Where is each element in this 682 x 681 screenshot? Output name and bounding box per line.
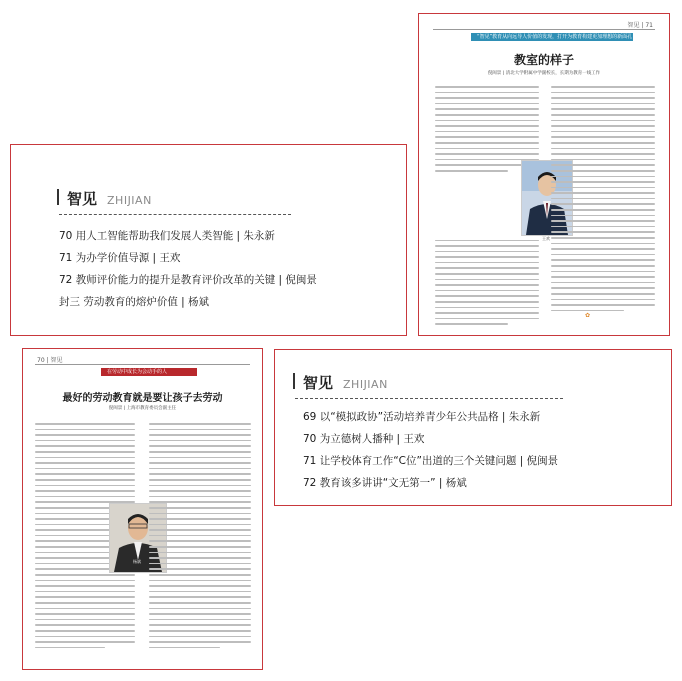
toc-card-1 <box>10 144 407 336</box>
article-byline: 倪闽景 | 上海市教育委员会副主任 <box>108 406 177 411</box>
toc-subtitle: ZHIJIAN <box>343 378 388 391</box>
header-rule <box>35 364 250 365</box>
title-bar <box>293 373 295 389</box>
column-tag: 在劳动中成长为会动手的人 <box>101 368 197 376</box>
divider <box>59 214 291 215</box>
toc-header <box>67 188 152 209</box>
header-rule <box>433 29 655 30</box>
toc-entry[interactable]: 71 让学校体育工作“C位”出道的三个关键问题 | 倪闽景 <box>303 455 559 467</box>
toc-entry[interactable]: 69 以“模拟政协”活动培养青少年公共品格 | 朱永新 <box>303 411 541 423</box>
toc-list <box>59 225 317 313</box>
toc-entry[interactable]: 封三 劳动教育的熔炉价值 | 杨斌 <box>59 296 210 308</box>
text-column-right <box>551 86 655 315</box>
toc-subtitle: ZHIJIAN <box>107 194 152 207</box>
photo-caption: 杨斌 <box>133 559 141 564</box>
column-tag: “智见”教育从向远导人价值的发现，打开为教育构建更加理想的新面孔 <box>471 33 633 41</box>
toc-entry[interactable]: 70 为立德树人播种 | 王欢 <box>303 433 425 445</box>
article-title: 最好的劳动教育就是要让孩子去劳动 <box>62 393 223 404</box>
title-bar <box>57 189 59 205</box>
photo-caption: 王欢 <box>542 236 550 241</box>
page-header: 70 | 智见 <box>37 357 63 364</box>
text-column-right <box>149 423 251 652</box>
toc-title: 智见 <box>303 374 334 392</box>
article-byline: 倪闽景 | 清北大学附属中学副校长，长期为教育一线工作 <box>487 71 601 76</box>
toc-entry[interactable]: 70 用人工智能帮助我们发展人类智能 | 朱永新 <box>59 230 275 242</box>
page-header: 智见 | 71 <box>627 22 653 29</box>
toc-header <box>303 372 388 393</box>
toc-title: 智见 <box>67 190 98 208</box>
article-title: 教室的样子 <box>513 53 574 67</box>
magazine-page-1 <box>418 13 670 336</box>
toc-card-2 <box>274 349 672 506</box>
toc-list <box>303 406 558 494</box>
divider <box>295 398 563 399</box>
toc-entry[interactable]: 72 教育该多讲讲“文无第一” | 杨斌 <box>303 477 467 489</box>
magazine-page-2 <box>22 348 263 670</box>
toc-entry[interactable]: 71 为办学价值导源 | 王欢 <box>59 252 181 264</box>
toc-entry[interactable]: 72 教师评价能力的提升是教育评价改革的关键 | 倪闽景 <box>59 274 317 286</box>
end-mark-icon: ✿ <box>585 312 591 319</box>
